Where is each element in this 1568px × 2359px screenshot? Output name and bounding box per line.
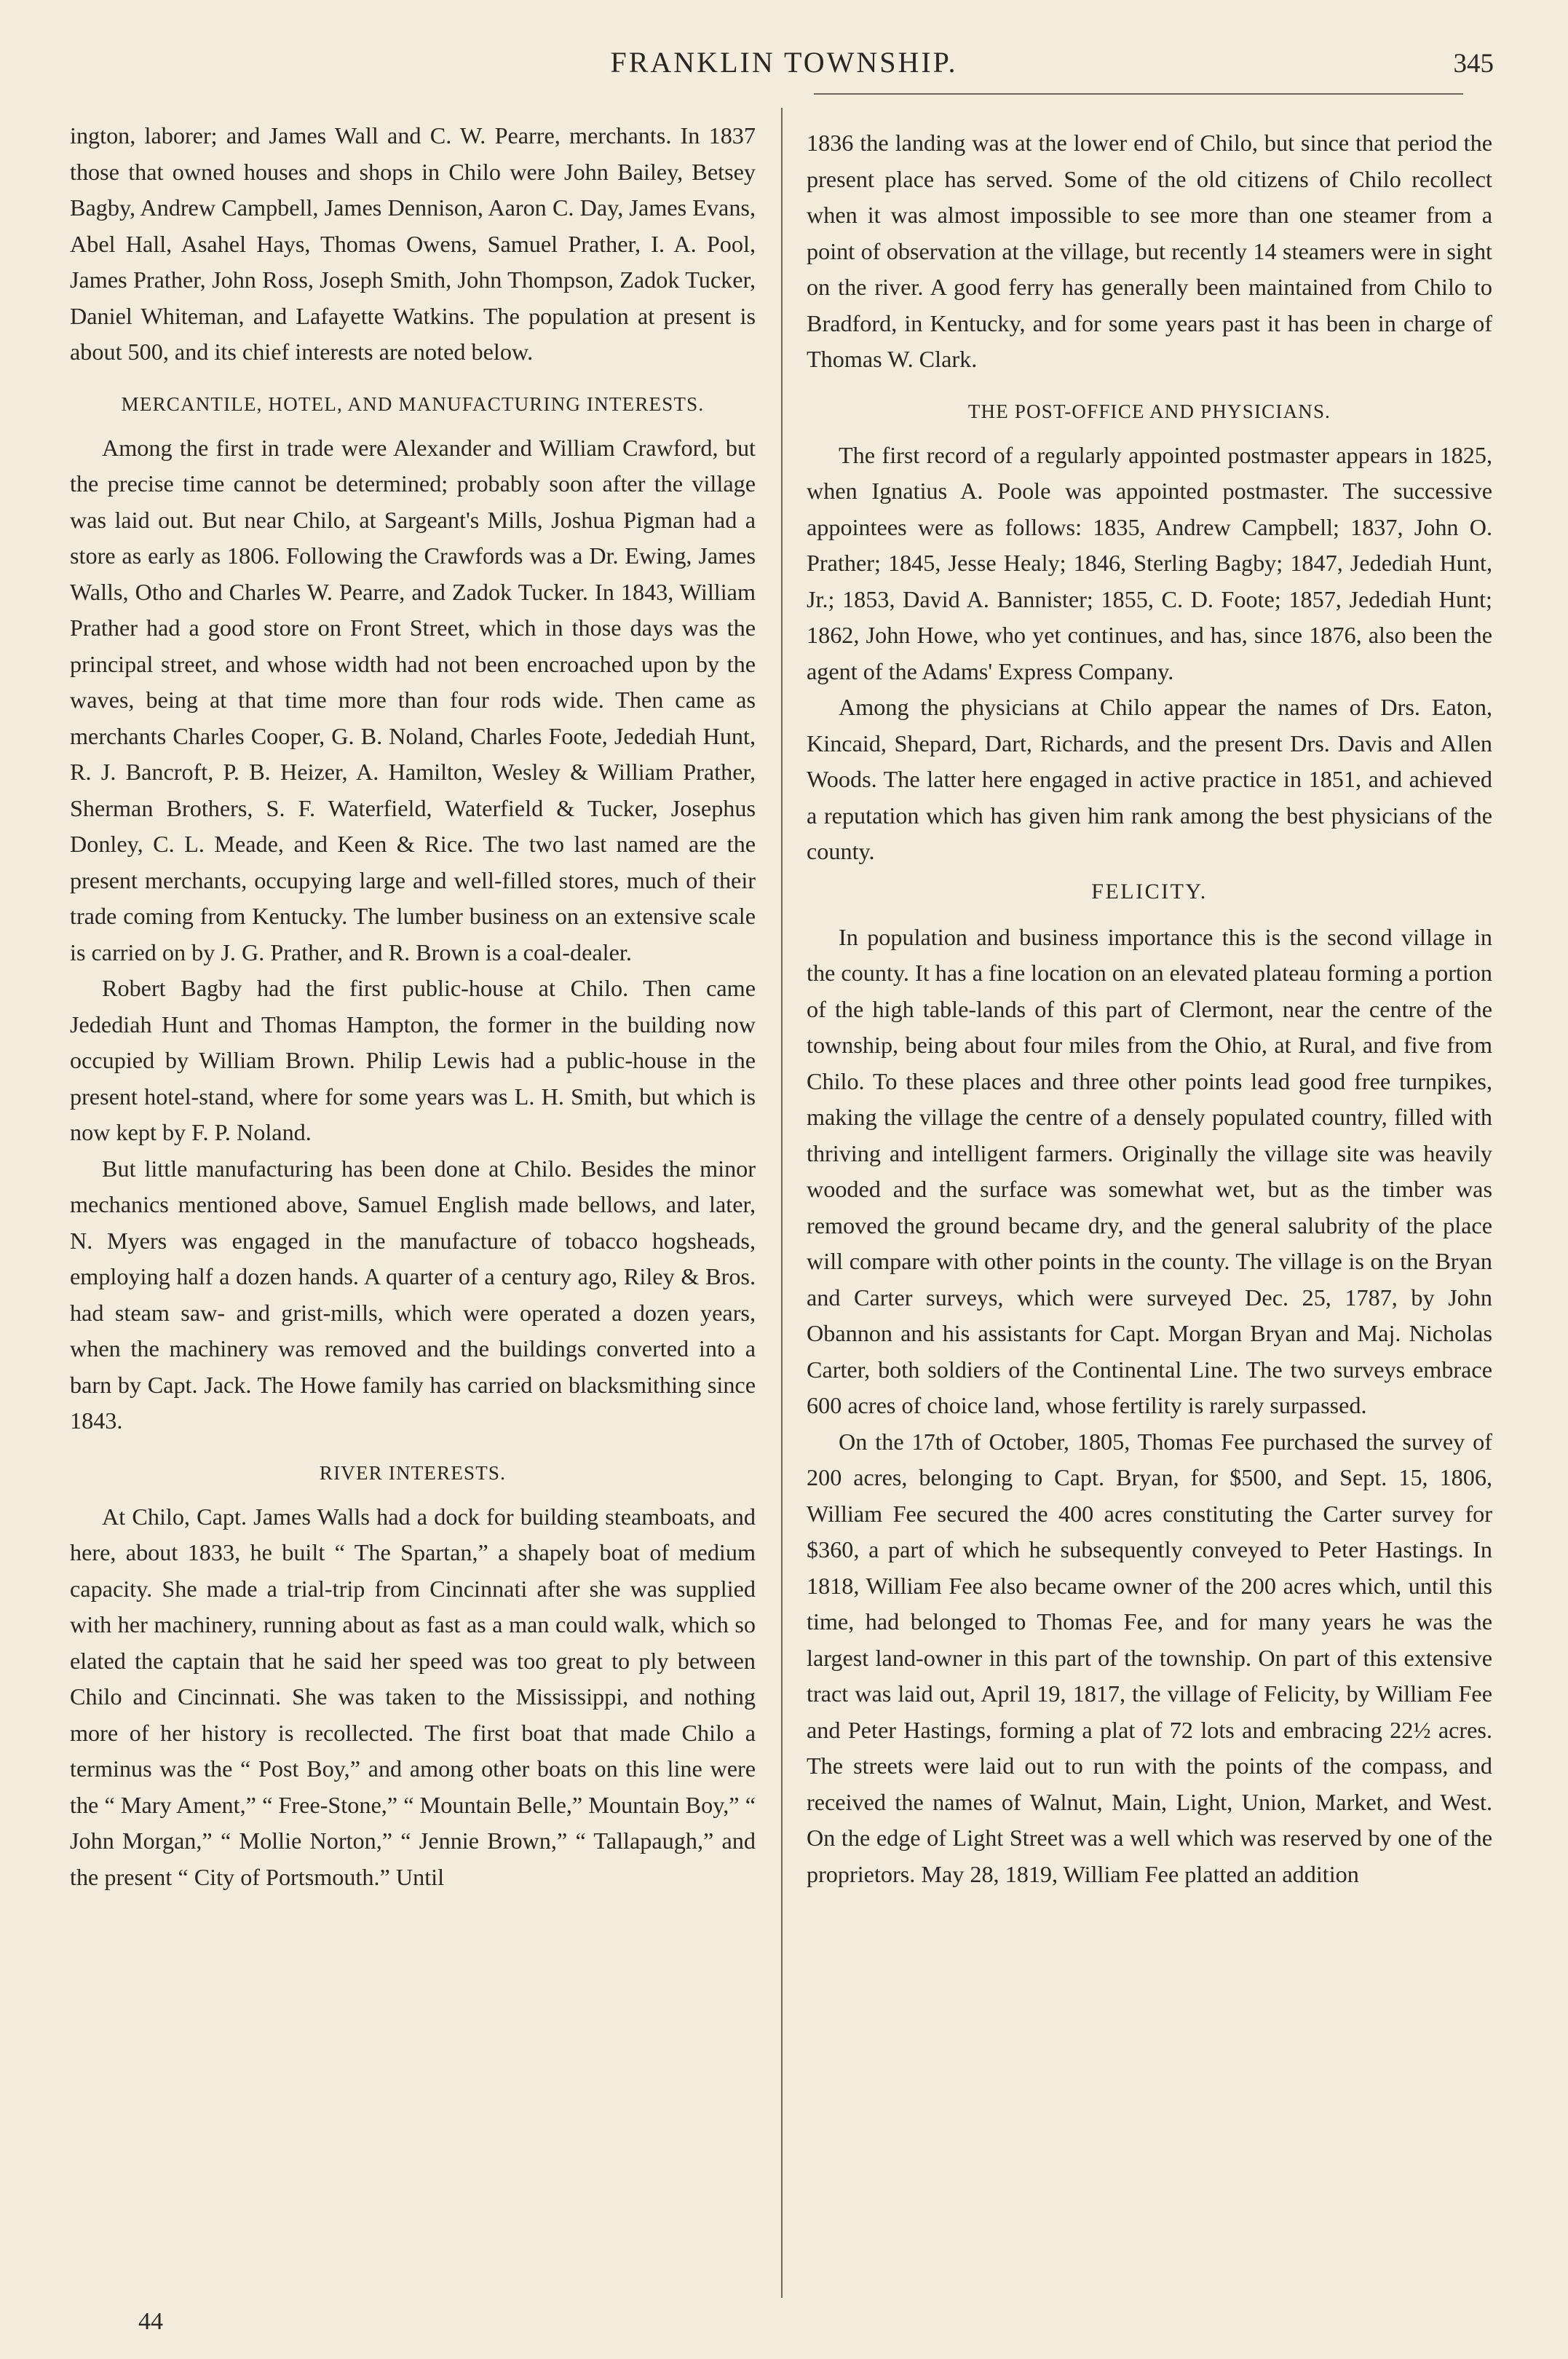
column-divider: [781, 108, 783, 2298]
paragraph: Among the physicians at Chilo appear the names of Drs. Eaton, Kincaid, Shepard, Dart, Richards, and the present Drs. Davis and Allen Woods. The latter here engaged in active practice in 1851, and achieved a reputation which has given him rank among the best physicians of the county.: [807, 694, 1492, 864]
paragraph: ington, laborer; and James Wall and C. W. Pearre, merchants. In 1837 those that owned houses and shops in Chilo were John Bailey, Betsey Bagby, Andrew Campbell, James Dennison, Aaron C. Day, James Evans, Abel Hall, Asahel Hays, Thomas Owens, Samuel Prather, I. A. Pool, James Prather, John Ross, Joseph Smith, John Thompson, Zadok Tucker, Daniel Whiteman, and Lafayette Watkins. The population at present is about 500, and its chief interests are noted below.: [70, 122, 756, 365]
place-heading-felicity: FELICITY.: [1091, 879, 1208, 904]
header-rule: [814, 93, 1463, 95]
running-title: FRANKLIN TOWNSHIP.: [610, 46, 958, 79]
paragraph: Among the first in trade were Alexander and William Crawford, but the precise time cannot be determined; probably soon after the village was laid out. But near Chilo, at Sargeant's Mills, Joshua Pigman had a store as early as 1806. Following the Crawfords was a Dr. Ewing, James Walls, Otho and Charles W. Pearre, and Zadok Tucker. In 1843, William Prather had a good store on Front Street, which in those days was the principal street, and whose width had not been encroached upon by the waves, being at that time more than four rods wide. Then came as merchants Charles Cooper, G. B. Noland, Charles Foote, Jedediah Hunt, R. J. Bancroft, P. B. Heizer, A. Hamilton, Wesley & William Prather, Sherman Brothers, S. F. Waterfield, Waterfield & Tucker, Josephus Donley, C. L. Meade, and Keen & Rice. The two last named are the present merchants, occupying large and well-filled stores, much of their trade coming from Kentucky. The lumber business on an extensive scale is carried on by J. G. Prather, and R. Brown is a coal-dealer.: [70, 434, 756, 965]
paragraph: At Chilo, Capt. James Walls had a dock for building steamboats, and here, about 1833, he built “ The Spartan,” a shapely boat of medium capacity. She made a trial-trip from Cincinnati after she was supplied with her machinery, running about as fast as a man could walk, which so elated the captain that he said her speed was too great to ply between Chilo and Cincinnati. She was taken to the Mississippi, and nothing more of her history is recollected. The first boat that made Chilo a terminus was the “ Post Boy,” and among other boats on this line were the “ Mary Ament,” “ Free-Stone,” “ Mountain Belle,” Mountain Boy,” “ John Morgan,” “ Mollie Norton,” “ Jennie Brown,” “ Tallapaugh,” and the present “ City of Portsmouth.” Until: [70, 1503, 756, 1890]
section-heading-post-office: THE POST-OFFICE AND PHYSICIANS.: [967, 400, 1331, 422]
paragraph: The first record of a regularly appointed postmaster appears in 1825, when Ignatius A. Poole was appointed postmaster. The successive appointees were as follows: 1835, Andrew Campbell; 1837, John O. Prather; 1845, Jesse Healy; 1846, Sterling Bagby; 1847, Jedediah Hunt, Jr.; 1853, David A. Bannister; 1855, C. D. Foote; 1857, Jedediah Hunt; 1862, John Howe, who yet continues, and has, since 1876, also been the agent of the Adams' Express Company.: [807, 441, 1492, 684]
page-header: [0, 45, 1568, 89]
left-column: [70, 118, 756, 1895]
signature-mark: 44: [138, 2308, 163, 2335]
page-number: 345: [1453, 49, 1494, 79]
paragraph: In population and business importance this is the second village in the county. It has a fine location on an elevated plateau forming a portion of the high table-lands of this part of Clermont, near the centre of the township, being about four miles from the Ohio, at Rural, and five from Chilo. To these places and three other points lead good free turnpikes, making the village the centre of a densely populated country, filled with thriving and intelligent farmers. Originally the village site was heavily wooded and the surface was somewhat wet, but as the timber was removed the ground became dry, and the general salubrity of the place will compare with other points in the county. The village is on the Bryan and Carter surveys, which were surveyed Dec. 25, 1787, by John Obannon and his assistants for Capt. Morgan Bryan and Maj. Nicholas Carter, both soldiers of the Continental Line. The two surveys embrace 600 acres of choice land, whose fertility is rarely surpassed.: [807, 923, 1492, 1418]
section-heading-river-interests: RIVER INTERESTS.: [319, 1461, 507, 1484]
paragraph: But little manufacturing has been done at Chilo. Besides the minor mechanics mentioned above, Samuel English made bellows, and later, N. Myers was engaged in the manufacture of tobacco hogsheads, employing half a dozen hands. A quarter of a century ago, Riley & Bros. had steam saw- and grist-mills, which were operated a dozen years, when the machinery was removed and the buildings converted into a barn by Capt. Jack. The Howe family has carried on blacksmithing since 1843.: [70, 1155, 756, 1434]
paragraph: Robert Bagby had the first public-house at Chilo. Then came Jedediah Hunt and Thomas Hampton, the former in the building now occupied by William Brown. Philip Lewis had a public-house in the present hotel-stand, where for some years was L. H. Smith, but which is now kept by F. P. Noland.: [70, 975, 756, 1145]
paragraph: 1836 the landing was at the lower end of Chilo, but since that period the present place has served. Some of the old citizens of Chilo recollect when it was almost impossible to see more than one steamer from a point of observation at the village, but recently 14 steamers were in sight on the river. A good ferry has generally been maintained from Chilo to Bradford, in Kentucky, and for some years past it has been in charge of Thomas W. Clark.: [807, 130, 1492, 372]
right-column: [807, 125, 1492, 1892]
paragraph: On the 17th of October, 1805, Thomas Fee purchased the survey of 200 acres, belonging to Capt. Bryan, for $500, and Sept. 15, 1806, William Fee secured the 400 acres constituting the Carter survey for $360, a part of which he subsequently conveyed to Peter Hastings. In 1818, William Fee also became owner of the 200 acres which, until this time, had belonged to Thomas Fee, and for many years he was the largest land-owner in this part of the township. On part of this extensive tract was laid out, April 19, 1817, the village of Felicity, by William Fee and Peter Hastings, forming a plat of 72 lots and embracing 22½ acres. The streets were laid out to run with the points of the compass, and received the names of Walnut, Main, Light, Union, Market, and West. On the edge of Light Street was a well which was reserved by one of the proprietors. May 28, 1819, William Fee platted an addition: [807, 1428, 1492, 1887]
section-heading-mercantile: MERCANTILE, HOTEL, AND MANUFACTURING INTERESTS.: [121, 392, 705, 415]
